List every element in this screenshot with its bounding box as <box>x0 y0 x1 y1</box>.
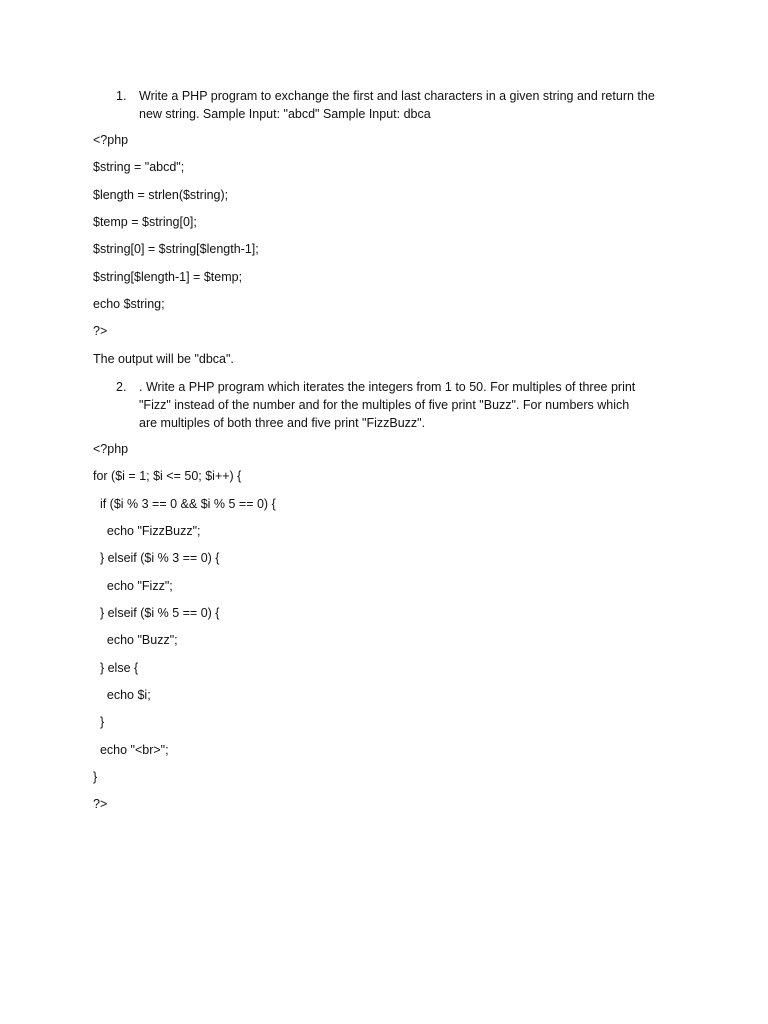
code-line: $string[0] = $string[$length-1]; <box>93 242 259 256</box>
code-line: } elseif ($i % 3 == 0) { <box>93 551 220 565</box>
code-line: ?> <box>93 797 108 811</box>
code-line: $string[$length-1] = $temp; <box>93 270 243 284</box>
code-line: echo "<br>"; <box>93 743 169 757</box>
code-line: } <box>93 715 105 729</box>
question-2-number: 2. <box>116 380 127 394</box>
code-line: echo "FizzBuzz"; <box>93 524 201 538</box>
code-line: $temp = $string[0]; <box>93 215 197 229</box>
question-1-line: Write a PHP program to exchange the first and last characters in a given string and return the <box>139 89 655 103</box>
code-line: echo $i; <box>93 688 151 702</box>
code-line: if ($i % 3 == 0 && $i % 5 == 0) { <box>93 497 276 511</box>
output-note: The output will be "dbca". <box>93 352 234 366</box>
question-2-line: . Write a PHP program which iterates the integers from 1 to 50. For multiples of three print <box>139 380 636 394</box>
question-1-line: new string. Sample Input: "abcd" Sample Input: dbca <box>139 107 431 121</box>
code-line: echo $string; <box>93 297 165 311</box>
code-line: echo "Fizz"; <box>93 579 173 593</box>
question-1-text <box>139 87 684 123</box>
code-line: } else { <box>93 661 139 675</box>
code-line: <?php <box>93 133 129 147</box>
question-1-number: 1. <box>116 89 127 103</box>
code-line: <?php <box>93 442 129 456</box>
question-2-line: are multiples of both three and five print "FizzBuzz". <box>139 416 426 430</box>
code-line: $length = strlen($string); <box>93 188 229 202</box>
code-line: } <box>93 770 98 784</box>
code-line: echo "Buzz"; <box>93 633 178 647</box>
code-line: ?> <box>93 324 108 338</box>
code-line: $string = "abcd"; <box>93 160 185 174</box>
code-line: for ($i = 1; $i <= 50; $i++) { <box>93 469 242 483</box>
code-line: } elseif ($i % 5 == 0) { <box>93 606 220 620</box>
question-2-line: "Fizz" instead of the number and for the multiples of five print "Buzz". For numbers which <box>139 398 630 412</box>
question-2-text <box>139 378 684 432</box>
